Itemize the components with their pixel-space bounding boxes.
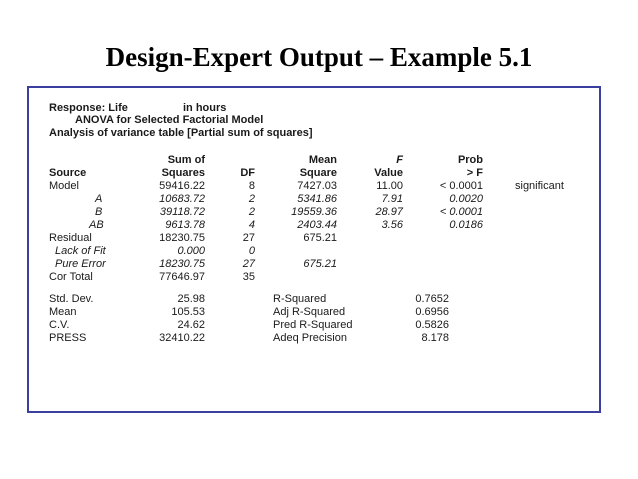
stat-value: 105.53 — [171, 306, 205, 318]
row-source: Model — [49, 180, 79, 192]
response-label: Response: Life — [49, 102, 128, 114]
row-df: 8 — [248, 180, 255, 192]
column-header-f-1: F — [396, 154, 403, 166]
anova-output-panel — [27, 86, 601, 413]
row-df: 2 — [248, 193, 255, 205]
stat-value: 8.178 — [421, 332, 449, 344]
row-sum-of-squares: 10683.72 — [159, 193, 205, 205]
row-f-value: 3.56 — [381, 219, 403, 231]
column-header-p-1: Prob — [457, 154, 483, 166]
stat-value: 0.6956 — [415, 306, 449, 318]
column-header-source: Source — [49, 167, 87, 179]
row-mean-square: 2403.44 — [297, 219, 337, 231]
column-header-p-2: > F — [466, 167, 483, 179]
row-p-value: 0.0186 — [449, 219, 483, 231]
row-p-value: < 0.0001 — [439, 206, 483, 218]
table-line: Analysis of variance table [Partial sum of squares] — [49, 127, 313, 139]
row-source: Residual — [49, 232, 92, 244]
column-header-f-2: Value — [374, 167, 403, 179]
row-mean-square: 5341.86 — [297, 193, 337, 205]
row-note: significant — [515, 180, 564, 192]
response-unit: in hours — [183, 102, 227, 114]
stat-value: 25.98 — [177, 293, 205, 305]
column-header-ms-1: Mean — [308, 154, 337, 166]
row-source: AB — [89, 219, 104, 231]
stat-value: 0.7652 — [415, 293, 449, 305]
row-sum-of-squares: 39118.72 — [159, 206, 205, 218]
row-mean-square: 675.21 — [303, 232, 337, 244]
row-sum-of-squares: 18230.75 — [159, 232, 205, 244]
row-p-value: 0.0020 — [449, 193, 483, 205]
row-sum-of-squares: 77646.97 — [159, 271, 205, 283]
row-df: 4 — [248, 219, 255, 231]
row-df: 27 — [242, 232, 255, 244]
row-mean-square: 7427.03 — [297, 180, 337, 192]
row-p-value: < 0.0001 — [439, 180, 483, 192]
stat-label: Mean — [49, 306, 77, 318]
stat-value: 0.5826 — [415, 319, 449, 331]
row-f-value: 7.91 — [381, 193, 403, 205]
column-header-ss-2: Squares — [161, 167, 205, 179]
column-header-ms-2: Square — [299, 167, 337, 179]
row-df: 2 — [248, 206, 255, 218]
column-header-df: DF — [240, 167, 255, 179]
row-mean-square: 19559.36 — [291, 206, 337, 218]
row-source: Cor Total — [49, 271, 93, 283]
column-header-ss-1: Sum of — [167, 154, 205, 166]
model-line: ANOVA for Selected Factorial Model — [75, 114, 264, 126]
row-source: Pure Error — [55, 258, 106, 270]
row-df: 35 — [242, 271, 255, 283]
row-source: A — [95, 193, 103, 205]
stat-label: Adeq Precision — [273, 332, 347, 344]
stat-value: 24.62 — [177, 319, 205, 331]
row-sum-of-squares: 18230.75 — [159, 258, 205, 270]
row-df: 27 — [242, 258, 255, 270]
row-sum-of-squares: 59416.22 — [159, 180, 205, 192]
stat-label: PRESS — [49, 332, 87, 344]
stat-value: 32410.22 — [159, 332, 205, 344]
row-mean-square: 675.21 — [303, 258, 337, 270]
row-f-value: 28.97 — [375, 206, 403, 218]
row-source: B — [95, 206, 103, 218]
row-sum-of-squares: 9613.78 — [165, 219, 205, 231]
stat-label: Std. Dev. — [49, 293, 94, 305]
stat-label: Pred R-Squared — [273, 319, 353, 331]
slide-title: Design-Expert Output – Example 5.1 — [105, 42, 533, 72]
row-f-value: 11.00 — [376, 180, 403, 192]
stat-label: R-Squared — [273, 293, 327, 305]
row-source: Lack of Fit — [55, 245, 106, 257]
stat-label: C.V. — [49, 319, 70, 331]
row-sum-of-squares: 0.000 — [177, 245, 205, 257]
row-df: 0 — [248, 245, 255, 257]
stat-label: Adj R-Squared — [273, 306, 346, 318]
